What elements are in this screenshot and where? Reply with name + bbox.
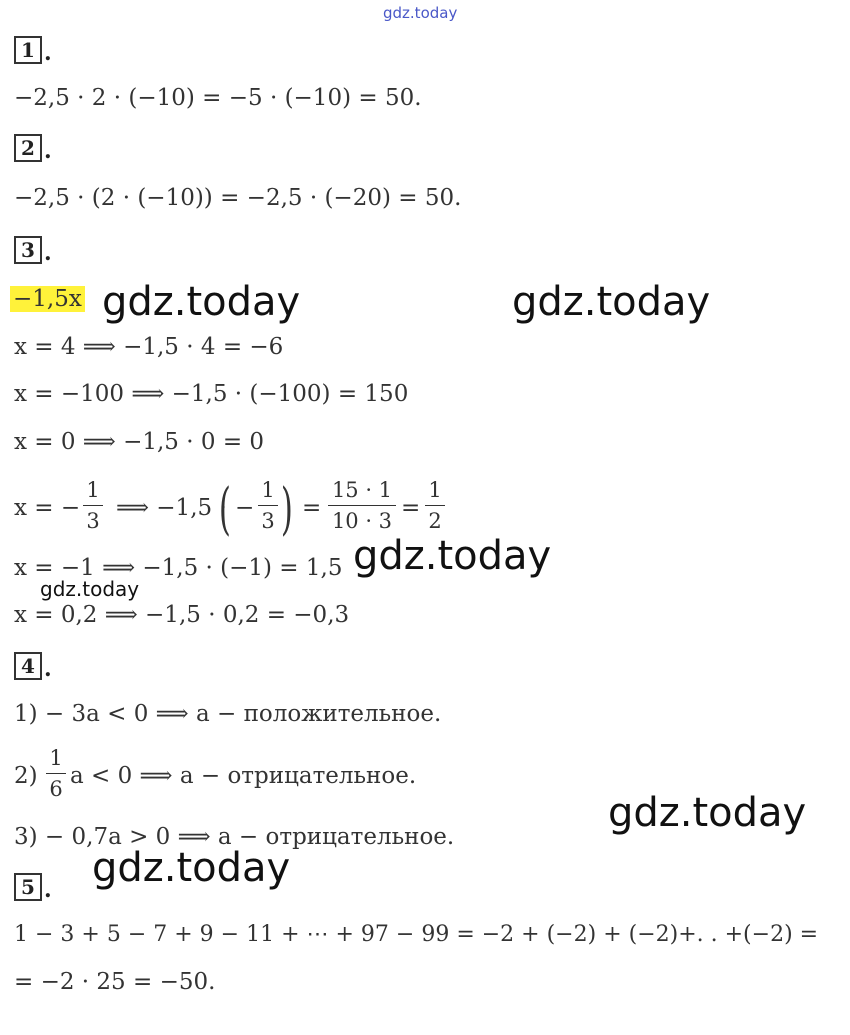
fraction-15-over-30	[328, 478, 396, 533]
watermark-1: gdz.today	[102, 279, 301, 325]
fraction-denominator: 3	[261, 509, 275, 533]
task-4-line-2-rest: a < 0 ⟹ a − отрицательное.	[70, 763, 417, 789]
task-1-number: 1	[14, 36, 42, 64]
task-2-dot: .	[44, 138, 52, 164]
fraction-one-third	[83, 478, 103, 533]
task-1-equation: −2,5 · 2 · (−10) = −5 · (−10) = 50.	[14, 85, 422, 111]
watermark-3: gdz.today	[353, 533, 552, 579]
header-watermark: gdz.today	[383, 4, 458, 22]
task-3-line-1: x = 4 ⟹ −1,5 · 4 = −6	[14, 334, 284, 360]
task-3-line-2: x = −100 ⟹ −1,5 · (−100) = 150	[14, 381, 409, 407]
task-5-line-1: 1 − 3 + 5 − 7 + 9 − 11 + ⋯ + 97 − 99 = −2 + (−2) + (−2)+. . +(−2) =	[14, 922, 819, 947]
task-3-line-4-mid: ⟹ −1,5 ·	[116, 495, 227, 521]
equals-sign-1: =	[302, 495, 322, 521]
fraction-denominator: 2	[428, 509, 442, 533]
watermark-5: gdz.today	[92, 845, 291, 891]
task-2-equation: −2,5 · (2 · (−10)) = −2,5 · (−20) = 50.	[14, 185, 462, 211]
fraction-denominator: 10 · 3	[331, 509, 393, 533]
fraction-denominator: 3	[86, 509, 100, 533]
task-3-line-5: x = −1 ⟹ −1,5 · (−1) = 1,5	[14, 555, 343, 581]
task-3-line-4-minus: −	[235, 495, 255, 521]
fraction-numerator: 1	[86, 478, 100, 502]
fraction-numerator: 15 · 1	[331, 478, 393, 502]
fraction-one-third-2	[258, 478, 278, 533]
task-3-line-6: x = 0,2 ⟹ −1,5 · 0,2 = −0,3	[14, 602, 350, 628]
watermark-2: gdz.today	[512, 279, 711, 325]
task-5-number: 5	[14, 873, 42, 901]
task-3-dot: .	[44, 240, 52, 266]
fraction-numerator: 1	[428, 478, 442, 502]
fraction-denominator: 6	[49, 777, 63, 801]
watermark-small: gdz.today	[40, 577, 140, 601]
equals-sign-2: =	[401, 495, 421, 521]
left-paren: (	[218, 477, 231, 542]
task-2-number: 2	[14, 134, 42, 162]
watermark-4: gdz.today	[608, 790, 807, 836]
fraction-one-half	[425, 478, 445, 533]
task-5-dot: .	[44, 877, 52, 903]
task-3-line-3: x = 0 ⟹ −1,5 · 0 = 0	[14, 429, 265, 455]
fraction-one-sixth	[46, 746, 66, 801]
task-4-dot: .	[44, 656, 52, 682]
task-3-number: 3	[14, 236, 42, 264]
right-paren: )	[280, 477, 293, 542]
task-4-number: 4	[14, 652, 42, 680]
task-1-dot: .	[44, 40, 52, 66]
task-4-line-2-prefix: 2)	[14, 763, 38, 789]
task-3-line-4-prefix: x = −	[14, 495, 81, 521]
task-3-highlighted-expression: −1,5x	[10, 286, 85, 312]
task-4-line-3: 3) − 0,7a > 0 ⟹ a − отрицательное.	[14, 824, 455, 850]
task-3-expression	[10, 288, 85, 311]
fraction-numerator: 1	[261, 478, 275, 502]
task-5-line-2: = −2 · 25 = −50.	[14, 969, 216, 995]
fraction-numerator: 1	[49, 746, 63, 770]
task-4-line-1: 1) − 3a < 0 ⟹ a − положительное.	[14, 701, 442, 727]
